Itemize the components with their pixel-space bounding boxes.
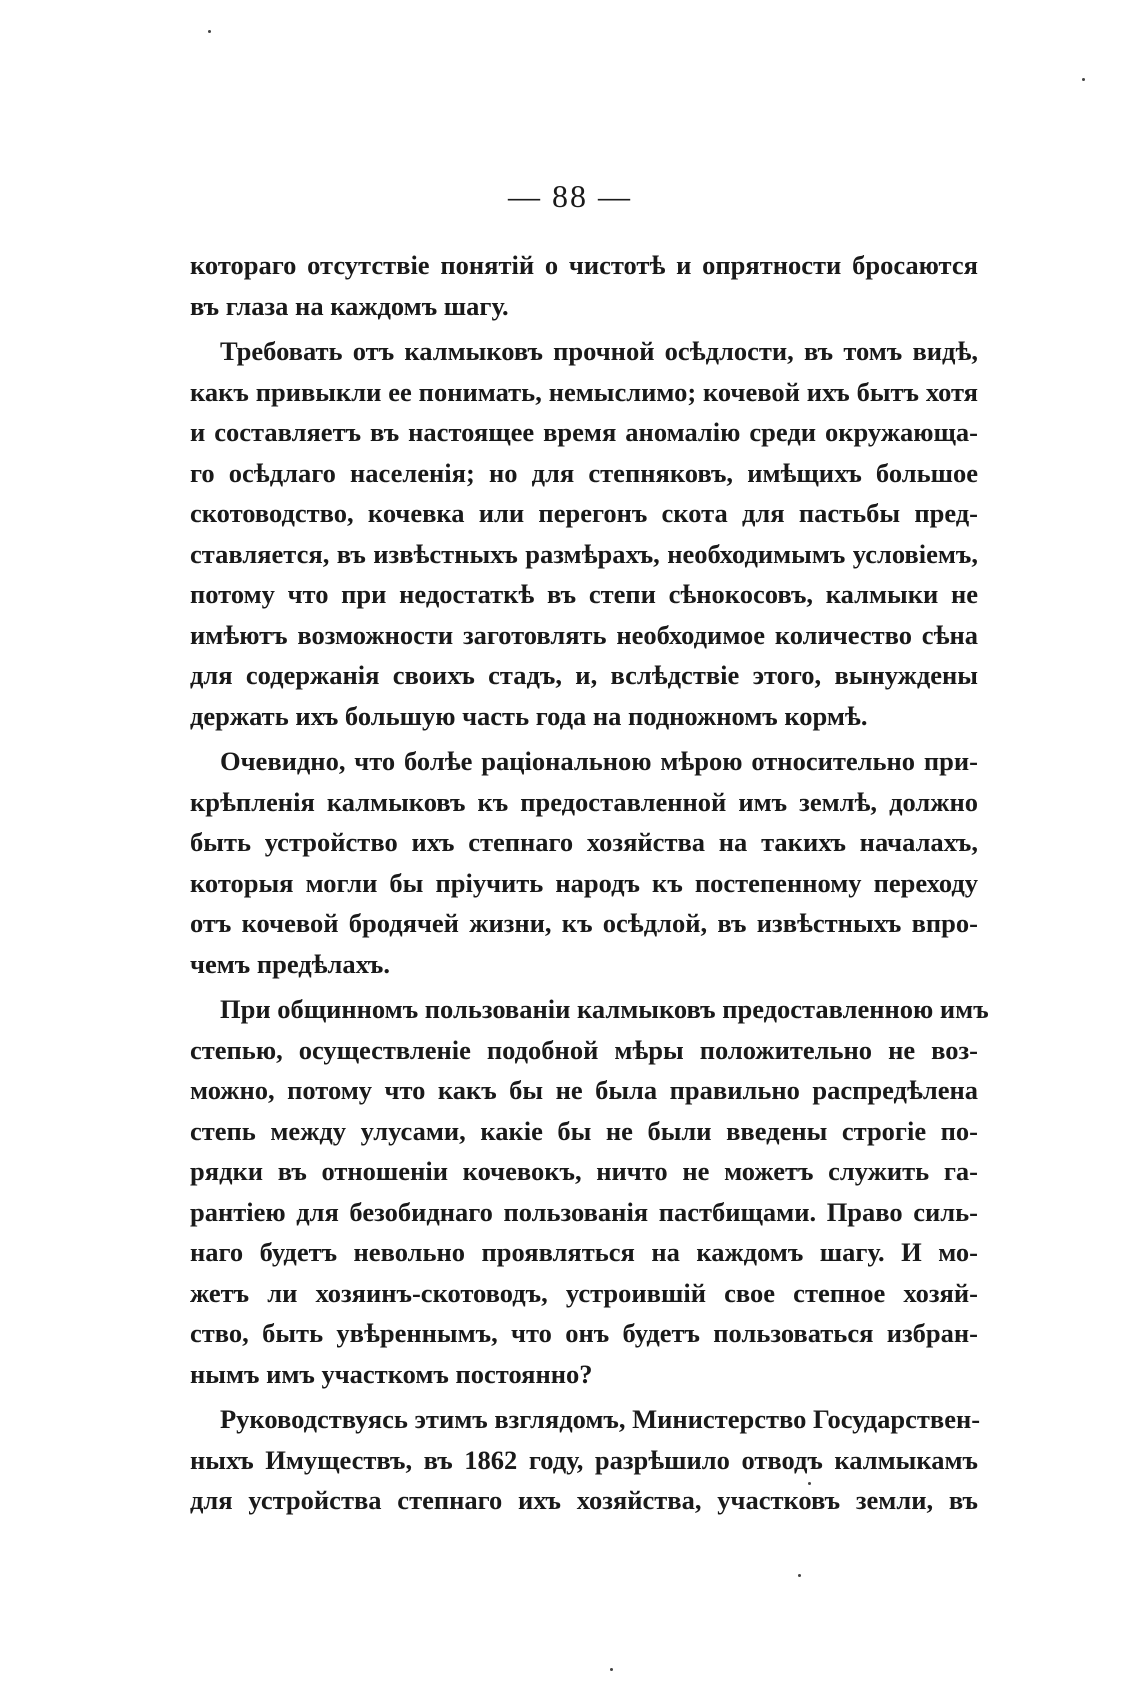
text-line: котораго отсутствіе понятій о чистотѣ и опрятности бросаются (190, 250, 978, 280)
text-line: При общинномъ пользованіи калмыковъ предоставленною имъ (220, 994, 989, 1024)
text-line: крѣпленія калмыковъ къ предоставленной имъ землѣ, должно (190, 786, 978, 817)
paragraph (190, 245, 978, 326)
paragraph (190, 1399, 981, 1521)
paragraph (190, 331, 978, 736)
text-line: для устройства степнаго ихъ хозяйства, участковъ земли, въ (190, 1485, 978, 1515)
text-line: для содержанія своихъ стадъ, и, вслѣдствіе этого, вынуждены (190, 660, 978, 690)
text-line: можно, потому что какъ бы не была правильно распредѣлена (190, 1075, 978, 1105)
text-line: степь между улусами, какіе бы не были введены строгіе по- (190, 1115, 978, 1146)
text-line: ныхъ Имуществъ, въ 1862 году, разрѣшило отводъ калмыкамъ (190, 1444, 978, 1475)
text-line: наго будетъ невольно проявляться на каждомъ шагу. И мо- (190, 1237, 978, 1267)
scan-speck (1082, 78, 1085, 81)
scan-speck (208, 30, 211, 33)
text-line: Руководствуясь этимъ взглядомъ, Министерство Государствен- (220, 1404, 981, 1434)
text-line: въ глаза на каждомъ шагу. (190, 290, 509, 321)
text-line: рядки въ отношеніи кочевокъ, ничто не можетъ служить га- (190, 1156, 978, 1186)
text-line: которыя могли бы пріучить народъ къ постепенному переходу (190, 867, 978, 898)
text-line: Требовать отъ калмыковъ прочной осѣдлости, въ томъ видѣ, (220, 336, 978, 366)
page-number: — 88 — (508, 178, 632, 214)
text-line: имѣютъ возможности заготовлять необходимое количество сѣна (190, 619, 978, 650)
scan-speck (610, 1668, 613, 1671)
text-line: отъ кочевой бродячей жизни, къ осѣдлой, въ извѣстныхъ впро- (190, 908, 978, 938)
text-line: ство, быть увѣреннымъ, что онъ будетъ пользоваться избран- (190, 1318, 978, 1348)
text-line: нымъ имъ участкомъ постоянно? (190, 1358, 593, 1389)
text-line: жетъ ли хозяинъ-скотоводъ, устроившій свое степное хозяй- (190, 1277, 978, 1308)
text-line: скотоводство, кочевка или перегонъ скота для пастьбы пред- (190, 498, 978, 528)
text-line: Очевидно, что болѣе раціональною мѣрою относительно при- (220, 746, 978, 776)
text-line: го осѣдлаго населенія; но для степняковъ, имѣщихъ большое (190, 457, 978, 488)
text-line: чемъ предѣлахъ. (190, 948, 390, 979)
text-line: рантіею для безобиднаго пользованія пастбищами. Право силь- (190, 1196, 978, 1227)
text-line: степью, осуществленіе подобной мѣры положительно не воз- (190, 1034, 978, 1065)
text-line: какъ привыкли ее понимать, немыслимо; кочевой ихъ бытъ хотя (190, 376, 978, 407)
text-line: быть устройство ихъ степнаго хозяйства на такихъ началахъ, (190, 827, 978, 857)
body-text (190, 245, 989, 1521)
text-line: и составляетъ въ настоящее время аномалію среди окружающа- (190, 417, 978, 447)
paragraph (190, 989, 989, 1394)
text-line: ставляется, въ извѣстныхъ размѣрахъ, необходимымъ условіемъ, (190, 538, 978, 569)
text-line: потому что при недостаткѣ въ степи сѣнокосовъ, калмыки не (190, 579, 978, 609)
text-line: держать ихъ большую часть года на подножномъ кормѣ. (190, 700, 868, 731)
scan-speck (798, 1574, 801, 1577)
scan-speck (808, 1482, 811, 1485)
paragraph (190, 741, 978, 984)
